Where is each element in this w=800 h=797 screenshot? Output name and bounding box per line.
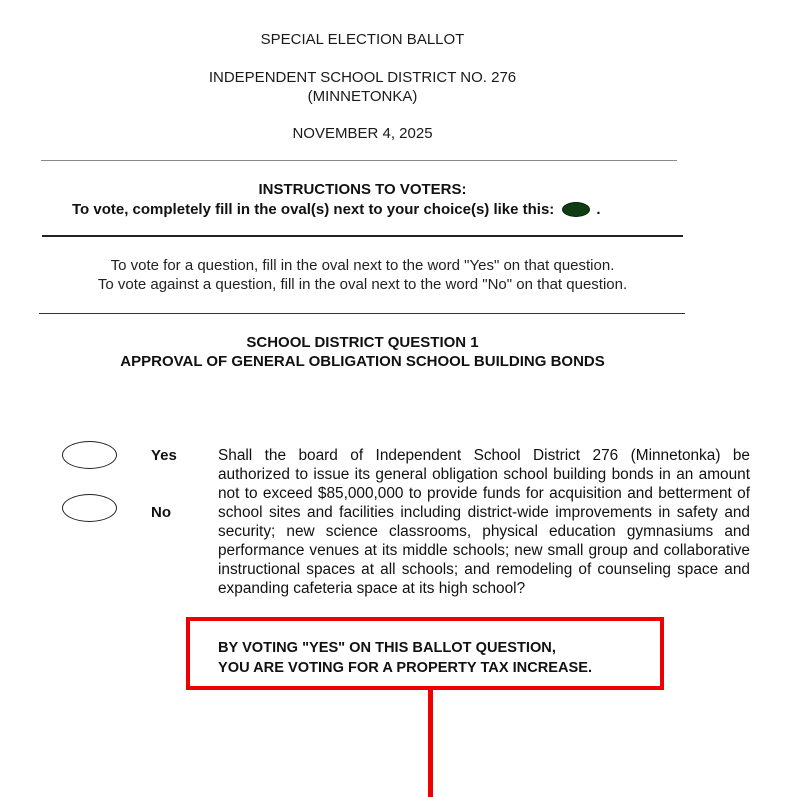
question-subtitle: APPROVAL OF GENERAL OBLIGATION SCHOOL BUILDING BONDS: [120, 353, 605, 370]
election-date: NOVEMBER 4, 2025: [292, 125, 433, 142]
district-name: INDEPENDENT SCHOOL DISTRICT NO. 276: [208, 69, 517, 86]
vote-for-instruction: To vote for a question, fill in the oval next to the word "Yes" on that question.: [110, 257, 615, 274]
no-oval[interactable]: [62, 494, 117, 522]
no-label: No: [151, 504, 171, 521]
warning-line-1: BY VOTING "YES" ON THIS BALLOT QUESTION,: [218, 640, 556, 656]
tax-increase-warning-box: [186, 617, 664, 690]
instructions-heading: INSTRUCTIONS TO VOTERS:: [258, 181, 467, 198]
vote-against-instruction: To vote against a question, fill in the oval next to the word "No" on that question.: [97, 276, 628, 293]
tax-increase-warning: [218, 638, 592, 678]
instructions-line: [72, 201, 600, 218]
divider: [41, 160, 677, 161]
district-city: (MINNETONKA): [307, 88, 418, 105]
ballot-title: SPECIAL ELECTION BALLOT: [260, 31, 465, 48]
instructions-text: To vote, completely fill in the oval(s) next to your choice(s) like this:: [72, 201, 555, 218]
divider: [39, 313, 685, 314]
instructions-period: .: [596, 201, 601, 218]
yes-label: Yes: [151, 447, 177, 464]
annotation-pointer-line: [428, 689, 433, 797]
question-title: SCHOOL DISTRICT QUESTION 1: [246, 334, 479, 351]
yes-oval[interactable]: [62, 441, 117, 469]
divider: [42, 235, 683, 237]
question-text: Shall the board of Independent School District 276 (Minnetonka) be authorized to issue its general obligation school building bonds in an amount not to exceed $85,000,000 to provide funds for acquisition and betterment of school sites and facilities including district-wide improvements in safety and security; new science classrooms, physical education gymnasiums and performance venues at its middle schools; new small group and collaborative instructional spaces at all schools; and remodeling of counseling space and expanding cafeteria space at its high school?: [218, 447, 750, 597]
filled-oval-example-icon: [562, 202, 590, 217]
warning-line-2: YOU ARE VOTING FOR A PROPERTY TAX INCREASE.: [218, 660, 593, 676]
